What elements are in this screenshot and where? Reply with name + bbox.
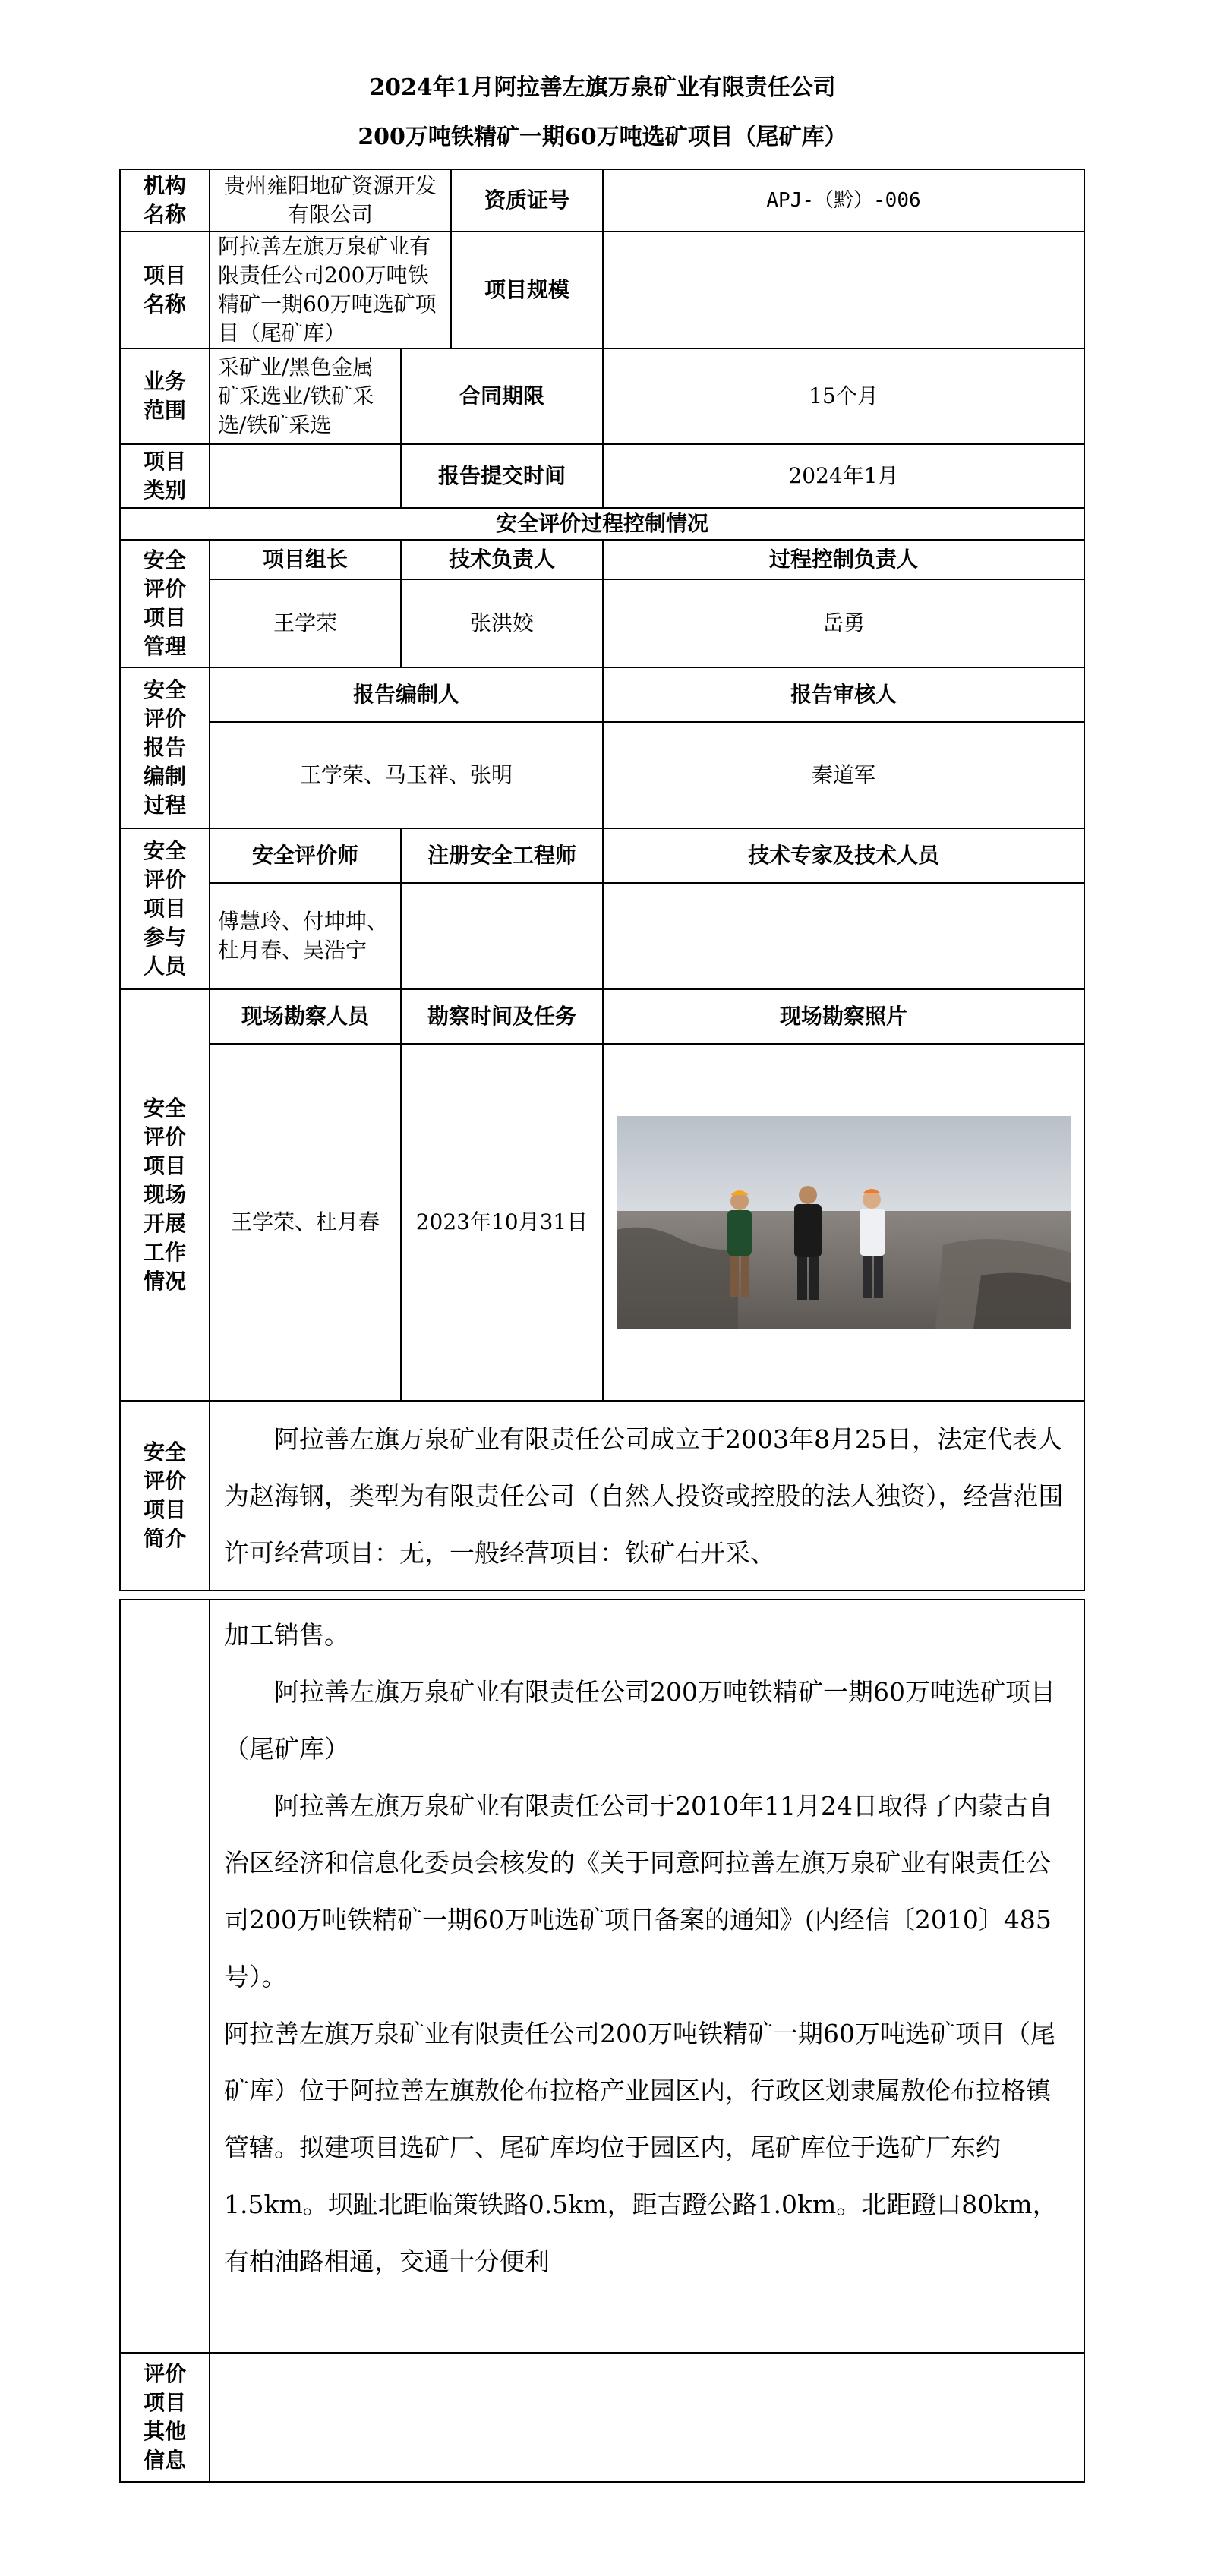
contract-period-value: 15个月: [603, 348, 1084, 444]
contract-period-label: 合同期限: [401, 348, 603, 444]
org-name-value: 贵州雍阳地矿资源开发有限公司: [210, 169, 451, 232]
report-title-line2: 200万吨铁精矿一期60万吨选矿项目（尾矿库）: [358, 124, 847, 150]
intro-paragraph-3: 阿拉善左旗万泉矿业有限责任公司200万吨铁精矿一期60万吨选矿项目（尾矿库）: [224, 1677, 1055, 1764]
other-info-label: 评价项目其他信息: [120, 2353, 210, 2482]
submit-time-value: 2024年1月: [603, 444, 1084, 508]
project-name-label: 项目名称: [120, 232, 210, 348]
photo-header: 现场勘察照片: [603, 989, 1084, 1044]
leader-value: 王学荣: [210, 579, 401, 667]
survey-time-value: 2023年10月31日: [401, 1044, 603, 1401]
intro-continued-label-cell: [120, 1600, 210, 2353]
report-title-line1: 2024年1月阿拉善左旗万泉矿业有限责任公司: [369, 74, 836, 101]
compiler-header: 报告编制人: [210, 667, 603, 722]
site-survey-photo: [617, 1116, 1071, 1329]
business-scope-label: 业务范围: [120, 348, 210, 444]
project-scale-value: [603, 232, 1084, 348]
intro-continued-cell: [210, 1600, 1084, 2353]
process-control-header: 过程控制负责人: [603, 540, 1084, 579]
site-work-label: 安全评价项目现场开展工作情况: [120, 989, 210, 1401]
participants-label: 安全评价项目参与人员: [120, 828, 210, 989]
intro-paragraph-4: 阿拉善左旗万泉矿业有限责任公司于2010年11月24日取得了内蒙古自治区经济和信息化委员会核发的《关于同意阿拉善左旗万泉矿业有限责任公司200万吨铁精矿一期60万吨选矿项目备案的通知》(内经信〔2010〕485号）。: [224, 1791, 1053, 1991]
intro-paragraph-2: 加工销售。: [224, 1620, 349, 1650]
intro-cell: [210, 1401, 1084, 1591]
info-table-2: [119, 1599, 1085, 2483]
intro-paragraph-1: 阿拉善左旗万泉矿业有限责任公司成立于2003年8月25日，法定代表人为赵海钢，类型为有限责任公司（自然人投资或控股的法人独资），经营范围许可经营项目：无，一般经营项目：铁矿石开采、: [224, 1424, 1064, 1568]
tech-lead-header: 技术负责人: [401, 540, 603, 579]
project-name-value: 阿拉善左旗万泉矿业有限责任公司200万吨铁精矿一期60万吨选矿项目（尾矿库）: [210, 232, 451, 348]
evaluator-header: 安全评价师: [210, 828, 401, 883]
surveyor-value: 王学荣、杜月春: [210, 1044, 401, 1401]
engineer-header: 注册安全工程师: [401, 828, 603, 883]
section-header: 安全评价过程控制情况: [120, 508, 1084, 540]
info-table-1: [119, 169, 1085, 1591]
submit-time-label: 报告提交时间: [401, 444, 603, 508]
intro-paragraph-5: 阿拉善左旗万泉矿业有限责任公司200万吨铁精矿一期60万吨选矿项目（尾矿库）位于阿拉善左旗敖伦布拉格产业园区内，行政区划隶属敖伦布拉格镇管辖。拟建项目选矿厂、尾矿库均位于园区内，尾矿库位于选矿厂东约1.5km。坝趾北距临策铁路0.5km，距吉蹬公路1.0km。北距蹬口80km，有柏油路相通，交通十分便利: [224, 2019, 1058, 2276]
tech-lead-value: 张洪姣: [401, 579, 603, 667]
project-type-label: 项目类别: [120, 444, 210, 508]
process-control-value: 岳勇: [603, 579, 1084, 667]
reviewer-value: 秦道军: [603, 722, 1084, 828]
org-name-label: 机构名称: [120, 169, 210, 232]
expert-value: [603, 883, 1084, 989]
project-type-value: [210, 444, 401, 508]
other-info-value: [210, 2353, 1084, 2482]
management-label: 安全评价项目管理: [120, 540, 210, 667]
intro-label: 安全评价项目简介: [120, 1401, 210, 1591]
survey-time-header: 勘察时间及任务: [401, 989, 603, 1044]
photo-cell: [603, 1044, 1084, 1401]
expert-header: 技术专家及技术人员: [603, 828, 1084, 883]
project-scale-label: 项目规模: [451, 232, 603, 348]
cert-value: APJ-（黔）-006: [603, 169, 1084, 232]
compile-label: 安全评价报告编制过程: [120, 667, 210, 828]
reviewer-header: 报告审核人: [603, 667, 1084, 722]
compiler-value: 王学荣、马玉祥、张明: [210, 722, 603, 828]
evaluator-value: 傅慧玲、付坤坤、杜月春、吴浩宁: [210, 883, 401, 989]
cert-label: 资质证号: [451, 169, 603, 232]
surveyor-header: 现场勘察人员: [210, 989, 401, 1044]
engineer-value: [401, 883, 603, 989]
leader-header: 项目组长: [210, 540, 401, 579]
business-scope-value: 采矿业/黑色金属矿采选业/铁矿采选/铁矿采选: [210, 348, 401, 444]
